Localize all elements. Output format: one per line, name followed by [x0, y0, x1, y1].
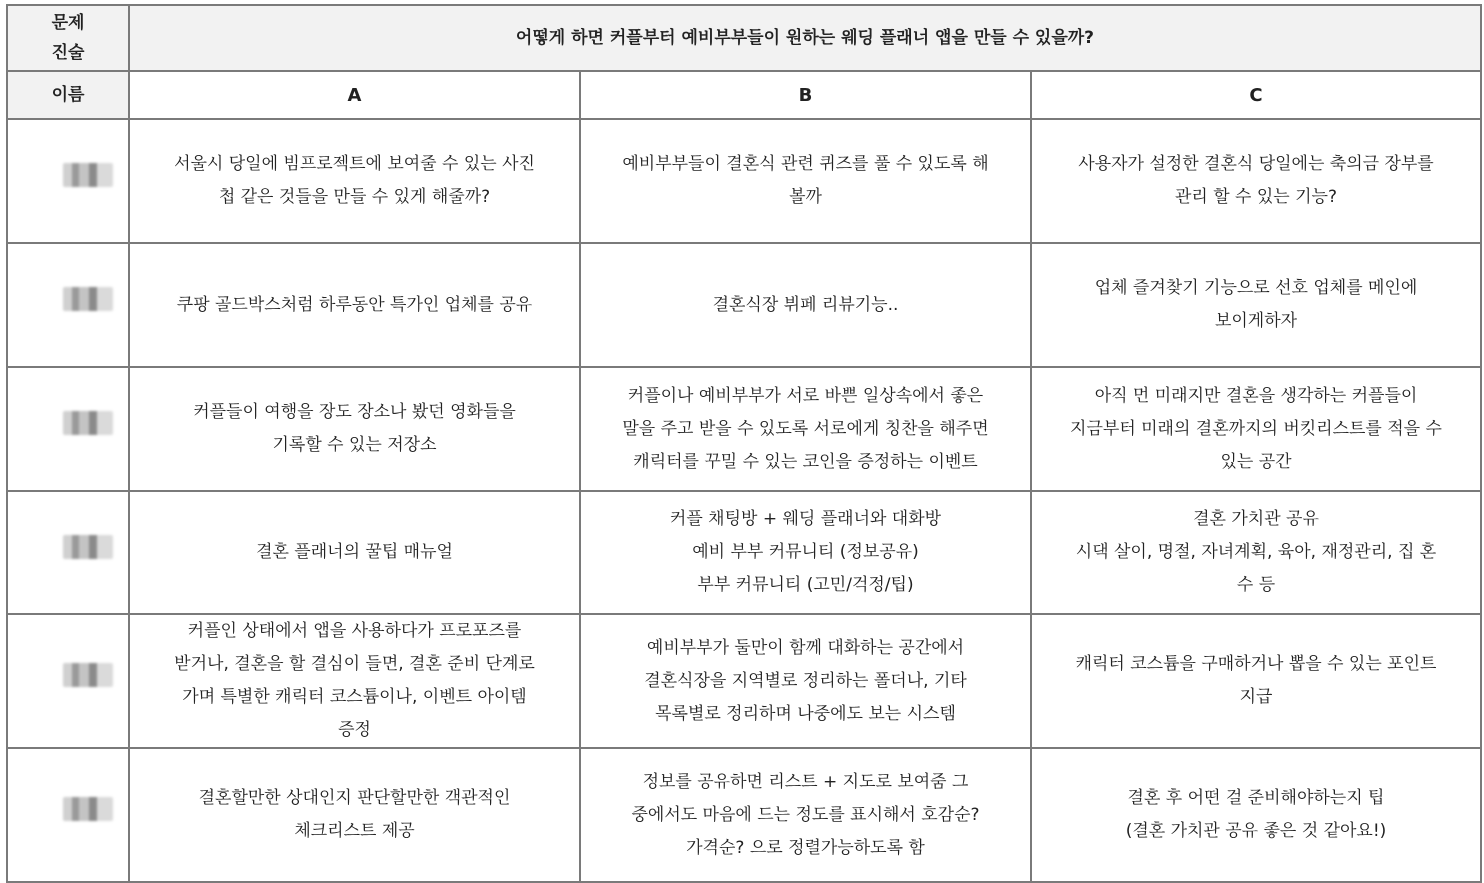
column-header-b: B [580, 71, 1031, 119]
idea-text-line: 지금부터 미래의 결혼까지의 버킷리스트를 적을 수 [1070, 418, 1442, 439]
table-row [7, 614, 1481, 748]
idea-text-line: 사용자가 설정한 결혼식 당일에는 축의금 장부를 [1078, 154, 1434, 174]
idea-text-line: 중에서도 마음에 드는 정도를 표시해서 호감순? [631, 804, 980, 825]
idea-cell-a [129, 367, 580, 491]
idea-text-line: 정보를 공유하면 리스트 + 지도로 보여줌 그 [642, 771, 969, 792]
redacted-name [63, 797, 113, 821]
idea-text-line: 보이게하자 [1214, 311, 1298, 331]
idea-cell-b [580, 367, 1031, 491]
idea-cell-b [580, 243, 1031, 367]
redacted-name-cell [7, 243, 129, 367]
idea-cell-b [580, 748, 1031, 882]
idea-text-line: 첩 같은 것들을 만들 수 있게 해줄까? [218, 187, 491, 207]
idea-text-line: 결혼할만한 상대인지 판단할만한 객관적인 [198, 788, 511, 808]
idea-cell-c [1031, 119, 1481, 243]
idea-text-line: 예비부부가 둘만이 함께 대화하는 공간에서 [646, 637, 965, 658]
idea-cell-c [1031, 491, 1481, 614]
problem-label-line-1: 문제 [51, 13, 85, 33]
idea-cell-b [580, 119, 1031, 243]
idea-cell-c [1031, 367, 1481, 491]
idea-text-line: 예비 부부 커뮤니티 (정보공유) [692, 542, 919, 562]
idea-cell-a [129, 243, 580, 367]
idea-text-line: 목록별로 정리하며 나중에도 보는 시스템 [655, 703, 956, 724]
idea-text-line: 시댁 살이, 명절, 자녀계획, 육아, 재정관리, 집 혼 [1075, 542, 1437, 562]
idea-text-line: 받거나, 결혼을 할 결심이 들면, 결혼 준비 단계로 [174, 654, 535, 674]
idea-text-line: (결혼 가치관 공유 좋은 것 같아요!) [1125, 821, 1387, 841]
idea-text-line: 결혼 가치관 공유 [1193, 509, 1319, 529]
idea-text-line: 증정 [338, 720, 371, 740]
idea-text-line: 캐릭터를 꾸밀 수 있는 코인을 증정하는 이벤트 [633, 451, 978, 472]
problem-row [7, 5, 1481, 71]
idea-text-line: 체크리스트 제공 [294, 821, 415, 841]
idea-text-line: 가며 특별한 캐릭터 코스튬이나, 이벤트 아이템 [182, 687, 527, 707]
name-label: 이름 [7, 71, 129, 119]
idea-text-line: 쿠팡 골드박스처럼 하루동안 특가인 업체를 공유 [176, 294, 533, 315]
idea-text-line: 아직 먼 미래지만 결혼을 생각하는 커플들이 [1094, 385, 1418, 406]
idea-text-line: 업체 즐겨찾기 기능으로 선호 업체를 메인에 [1094, 278, 1418, 298]
column-header-c: C [1031, 71, 1481, 119]
idea-cell-c [1031, 748, 1481, 882]
redacted-name-cell [7, 367, 129, 491]
idea-text-line: 수 등 [1236, 575, 1276, 595]
idea-text-line: 캐릭터 코스튬을 구매하거나 뽑을 수 있는 포인트 [1075, 654, 1437, 674]
idea-text-line: 부부 커뮤니티 (고민/걱정/팁) [697, 575, 914, 595]
idea-text-line: 지급 [1239, 687, 1273, 707]
redacted-name [63, 163, 113, 187]
table-row [7, 243, 1481, 367]
problem-statement: 어떻게 하면 커플부터 예비부부들이 원하는 웨딩 플래너 앱을 만들 수 있을까? [129, 5, 1481, 71]
idea-text-line: 서울시 당일에 빔프로젝트에 보여줄 수 있는 사진 [174, 154, 535, 174]
ideation-table [6, 4, 1482, 883]
idea-cell-a [129, 748, 580, 882]
idea-text-line: 있는 공간 [1220, 451, 1292, 472]
redacted-name [63, 663, 113, 687]
redacted-name-cell [7, 491, 129, 614]
idea-text-line: 기록할 수 있는 저장소 [272, 435, 437, 455]
idea-text-line: 커플이나 예비부부가 서로 바쁜 일상속에서 좋은 [627, 385, 984, 406]
idea-cell-c [1031, 243, 1481, 367]
idea-text-line: 예비부부들이 결혼식 관련 퀴즈를 풀 수 있도록 해 [622, 154, 989, 174]
redacted-name-cell [7, 119, 129, 243]
problem-label-line-2: 진술 [51, 43, 85, 63]
idea-text-line: 결혼 플래너의 꿀팁 매뉴얼 [256, 542, 453, 562]
idea-text-line: 결혼 후 어떤 걸 준비해야하는지 팁 [1127, 788, 1385, 808]
idea-text-line: 말을 주고 받을 수 있도록 서로에게 칭찬을 해주면 [622, 418, 989, 439]
idea-cell-c [1031, 614, 1481, 748]
idea-text-line: 가격순? 으로 정렬가능하도록 함 [686, 837, 925, 858]
table-row [7, 367, 1481, 491]
redacted-name [63, 287, 113, 311]
problem-label [7, 5, 129, 71]
header-row [7, 71, 1481, 119]
idea-text-line: 결혼식장을 지역별로 정리하는 폴더나, 기타 [644, 670, 967, 691]
idea-text-line: 커플 채팅방 + 웨딩 플래너와 대화방 [669, 509, 942, 529]
idea-text-line: 커플인 상태에서 앱을 사용하다가 프로포즈를 [187, 621, 522, 641]
table-row [7, 119, 1481, 243]
idea-cell-a [129, 119, 580, 243]
redacted-name-cell [7, 614, 129, 748]
redacted-name-cell [7, 748, 129, 882]
redacted-name [63, 411, 113, 435]
idea-cell-b [580, 491, 1031, 614]
idea-text-line: 커플들이 여행을 장도 장소나 봤던 영화들을 [193, 402, 516, 422]
idea-text-line: 관리 할 수 있는 기능? [1174, 187, 1337, 207]
idea-text-line: 결혼식장 뷔페 리뷰기능.. [712, 294, 899, 315]
redacted-name [63, 535, 113, 559]
column-header-a: A [129, 71, 580, 119]
idea-cell-a [129, 614, 580, 748]
idea-cell-b [580, 614, 1031, 748]
table-row [7, 748, 1481, 882]
idea-cell-a [129, 491, 580, 614]
idea-text-line: 볼까 [789, 187, 822, 207]
table-row [7, 491, 1481, 614]
